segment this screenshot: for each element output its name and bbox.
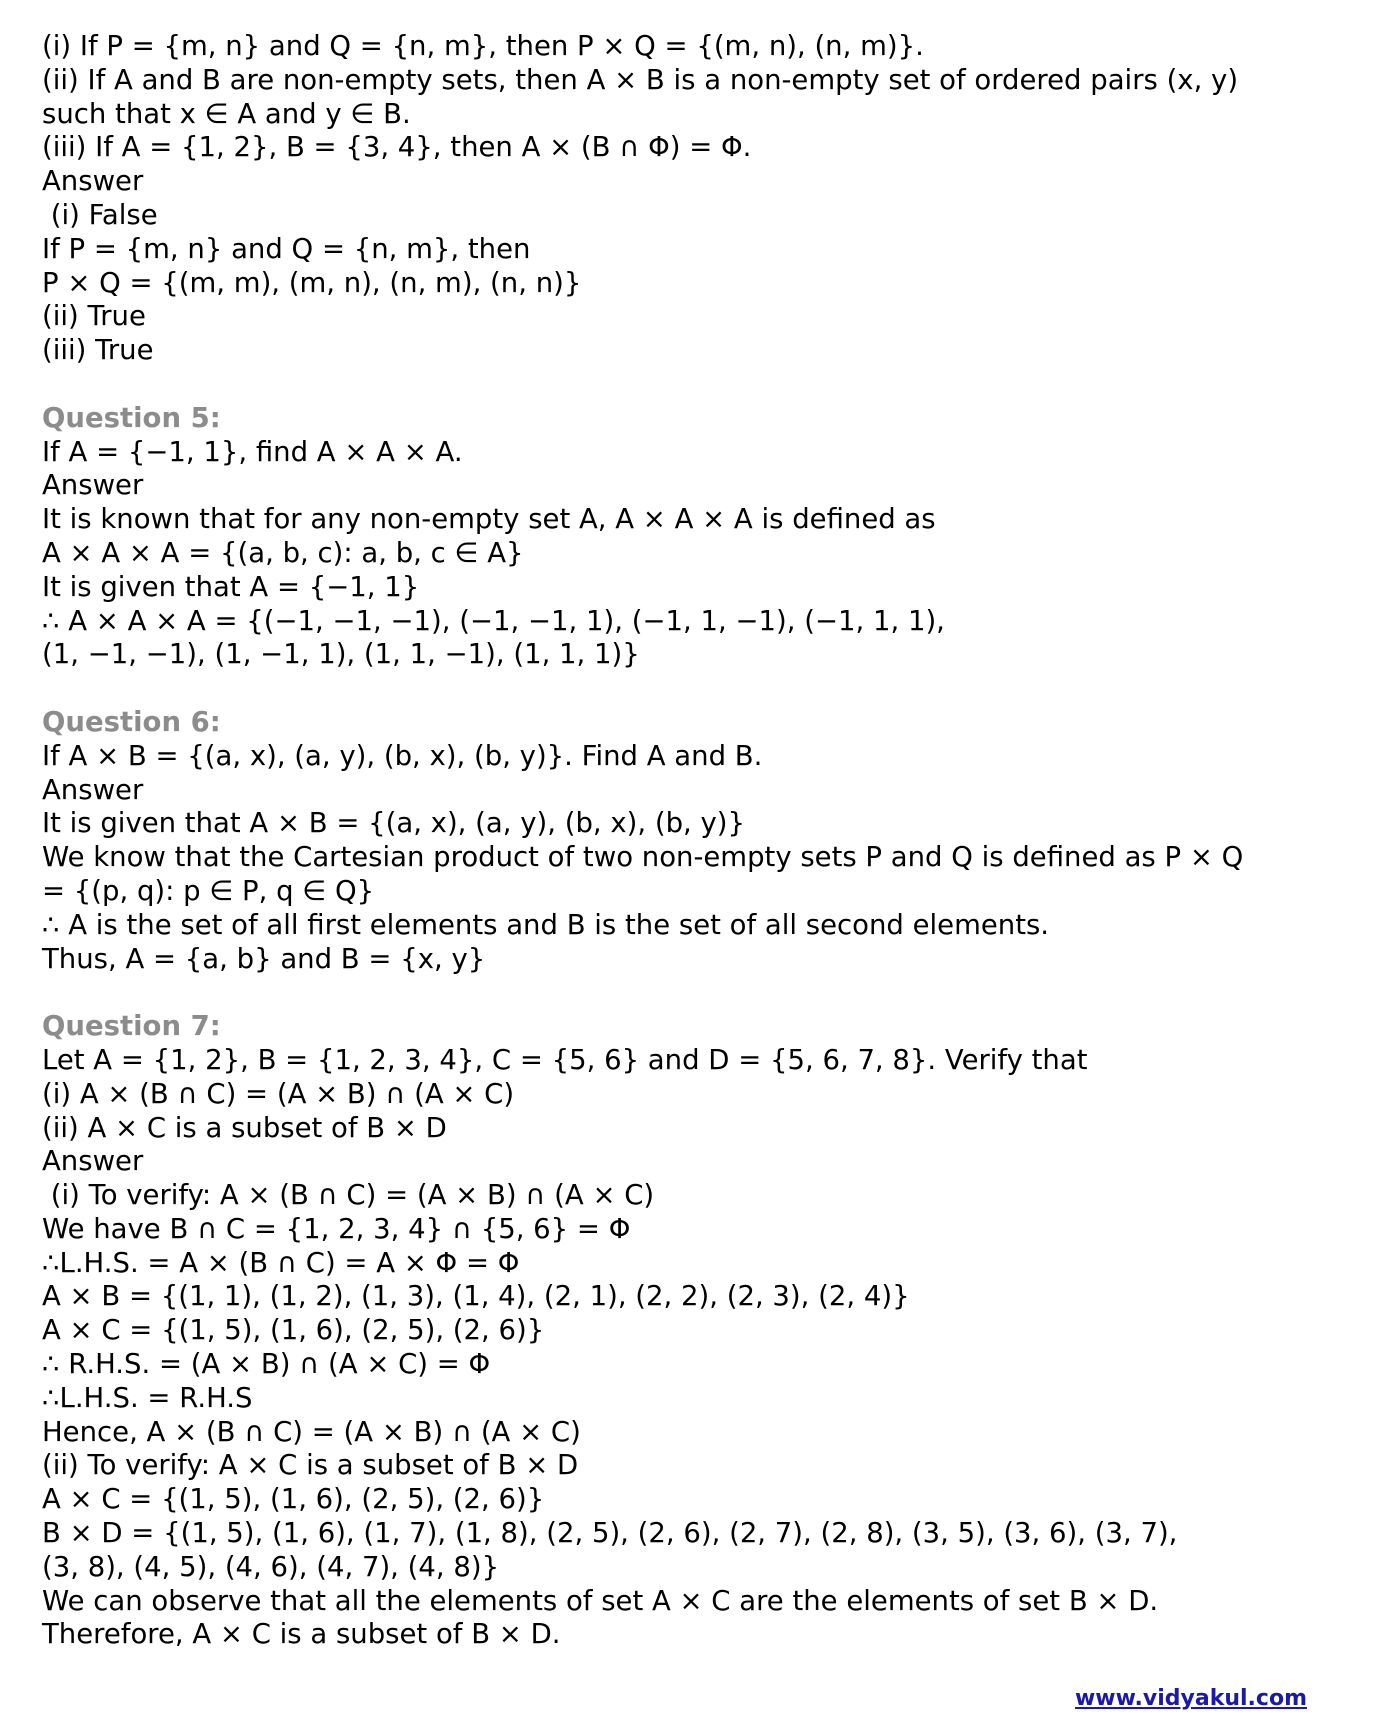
text-line: A × C = {(1, 5), (1, 6), (2, 5), (2, 6)} — [42, 1483, 545, 1516]
text-line: (i) False — [42, 198, 158, 231]
question-heading: Question 6: — [42, 705, 221, 738]
document-content — [42, 30, 1362, 1652]
text-line: Answer — [42, 1145, 144, 1178]
question-heading: Question 5: — [42, 401, 221, 434]
document-page — [42, 30, 1362, 1652]
text-line: Answer — [42, 469, 144, 502]
text-line: (i) If P = {m, n} and Q = {n, m}, then P × Q = {(m, n), (n, m)}. — [42, 30, 924, 62]
text-line: We can observe that all the elements of set A × C are the elements of set B × D. — [42, 1584, 1159, 1617]
text-line: (i) A × (B ∩ C) = (A × B) ∩ (A × C) — [42, 1077, 515, 1110]
text-line: Hence, A × (B ∩ C) = (A × B) ∩ (A × C) — [42, 1415, 581, 1448]
text-line: A × C = {(1, 5), (1, 6), (2, 5), (2, 6)} — [42, 1314, 545, 1347]
text-line: A × A × A = {(a, b, c): a, b, c ∈ A} — [42, 536, 524, 569]
section-gap — [42, 368, 1362, 402]
text-line: B × D = {(1, 5), (1, 6), (1, 7), (1, 8), (2, 5), (2, 6), (2, 7), (2, 8), (3, 5), (3, 6), (3, 7), — [42, 1517, 1178, 1550]
text-line: (ii) True — [42, 300, 146, 333]
text-line: If A × B = {(a, x), (a, y), (b, x), (b, y)}. Find A and B. — [42, 739, 763, 772]
text-line: Therefore, A × C is a subset of B × D. — [42, 1618, 561, 1651]
text-line: (ii) If A and B are non-empty sets, then A × B is a non-empty set of ordered pairs (x, y) — [42, 63, 1239, 96]
text-line: It is given that A = {−1, 1} — [42, 570, 420, 603]
text-line: It is known that for any non-empty set A, A × A × A is defined as — [42, 503, 936, 536]
text-line: It is given that A × B = {(a, x), (a, y), (b, x), (b, y)} — [42, 807, 746, 840]
text-line: Answer — [42, 773, 144, 806]
text-line: (iii) True — [42, 334, 154, 367]
text-line: (1, −1, −1), (1, −1, 1), (1, 1, −1), (1, 1, 1)} — [42, 638, 640, 671]
text-line: (i) To verify: A × (B ∩ C) = (A × B) ∩ (A × C) — [42, 1179, 655, 1212]
section-gap — [42, 672, 1362, 706]
text-line: such that x ∈ A and y ∈ B. — [42, 97, 411, 130]
text-line: Let A = {1, 2}, B = {1, 2, 3, 4}, C = {5, 6} and D = {5, 6, 7, 8}. Verify that — [42, 1043, 1088, 1076]
text-line: If A = {−1, 1}, find A × A × A. — [42, 435, 463, 468]
text-line: ∴ R.H.S. = (A × B) ∩ (A × C) = Φ — [42, 1348, 491, 1381]
text-line: Answer — [42, 165, 144, 198]
text-line: ∴L.H.S. = R.H.S — [42, 1381, 253, 1414]
question-heading: Question 7: — [42, 1010, 221, 1043]
text-line: (3, 8), (4, 5), (4, 6), (4, 7), (4, 8)} — [42, 1550, 500, 1583]
text-line: P × Q = {(m, m), (m, n), (n, m), (n, n)} — [42, 266, 582, 299]
footer-website-link[interactable]: www.vidyakul.com — [1074, 1686, 1307, 1711]
text-line: We have B ∩ C = {1, 2, 3, 4} ∩ {5, 6} = Φ — [42, 1212, 631, 1245]
text-line: (iii) If A = {1, 2}, B = {3, 4}, then A × (B ∩ Φ) = Φ. — [42, 131, 752, 164]
text-line: Thus, A = {a, b} and B = {x, y} — [42, 942, 486, 975]
text-line: ∴ A is the set of all first elements and B is the set of all second elements. — [42, 908, 1050, 941]
section-gap — [42, 976, 1362, 1010]
text-line: = {(p, q): p ∈ P, q ∈ Q} — [42, 874, 375, 907]
text-line: (ii) To verify: A × C is a subset of B × D — [42, 1449, 579, 1482]
text-line: ∴ A × A × A = {(−1, −1, −1), (−1, −1, 1), (−1, 1, −1), (−1, 1, 1), — [42, 604, 945, 637]
text-line: (ii) A × C is a subset of B × D — [42, 1111, 447, 1144]
text-line: A × B = {(1, 1), (1, 2), (1, 3), (1, 4), (2, 1), (2, 2), (2, 3), (2, 4)} — [42, 1280, 910, 1313]
text-line: We know that the Cartesian product of two non-empty sets P and Q is defined as P × Q — [42, 841, 1244, 874]
text-line: If P = {m, n} and Q = {n, m}, then — [42, 232, 531, 265]
text-line: ∴L.H.S. = A × (B ∩ C) = A × Φ = Φ — [42, 1246, 520, 1279]
